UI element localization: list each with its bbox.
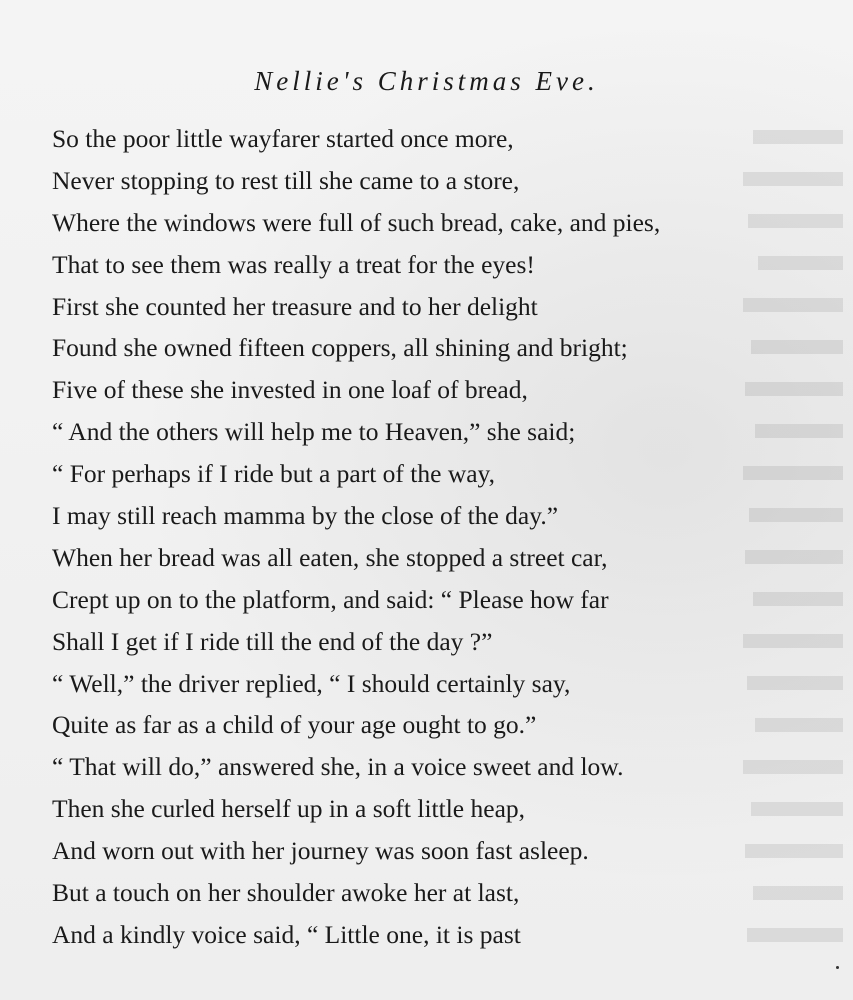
poem-line: But a touch on her shoulder awoke her at last,	[52, 878, 520, 908]
poem-line: That to see them was really a treat for the eyes!	[52, 249, 535, 279]
poem-line: Then she curled herself up in a soft little heap,	[52, 794, 526, 824]
poem-line: Where the windows were full of such bread, cake, and pies,	[52, 207, 661, 237]
poem-line: Crept up on to the platform, and said: “ Please how far	[52, 584, 609, 614]
poem-line: And a kindly voice said, “ Little one, it is past	[52, 919, 521, 949]
poem-line: “ That will do,” answered she, in a voice sweet and low.	[52, 752, 624, 782]
poem-line: Five of these she invested in one loaf of bread,	[52, 375, 528, 405]
poem-line: “ For perhaps if I ride but a part of the way,	[52, 459, 496, 489]
poem-line: So the poor little wayfarer started once more,	[52, 124, 514, 153]
poem-line: Shall I get if I ride till the end of the day ?”	[52, 626, 493, 656]
poem-line: And worn out with her journey was soon fast asleep.	[52, 836, 589, 866]
poem-line: I may still reach mamma by the close of the day.”	[52, 501, 559, 531]
poem-title: Nellie's Christmas Eve.	[254, 66, 599, 96]
poem-line: Found she owned fifteen coppers, all shining and bright;	[52, 333, 628, 363]
ink-speck	[836, 966, 839, 969]
poem-body	[52, 118, 832, 956]
poem-line: Quite as far as a child of your age ought to go.”	[52, 710, 537, 740]
poem-line: “ And the others will help me to Heaven,” she said;	[52, 417, 576, 447]
poem-line: “ Well,” the driver replied, “ I should certainly say,	[52, 668, 571, 698]
poem-line: Never stopping to rest till she came to a store,	[52, 165, 520, 195]
poem-line: First she counted her treasure and to her delight	[52, 291, 538, 321]
poem-line: When her bread was all eaten, she stopped a street car,	[52, 542, 608, 572]
